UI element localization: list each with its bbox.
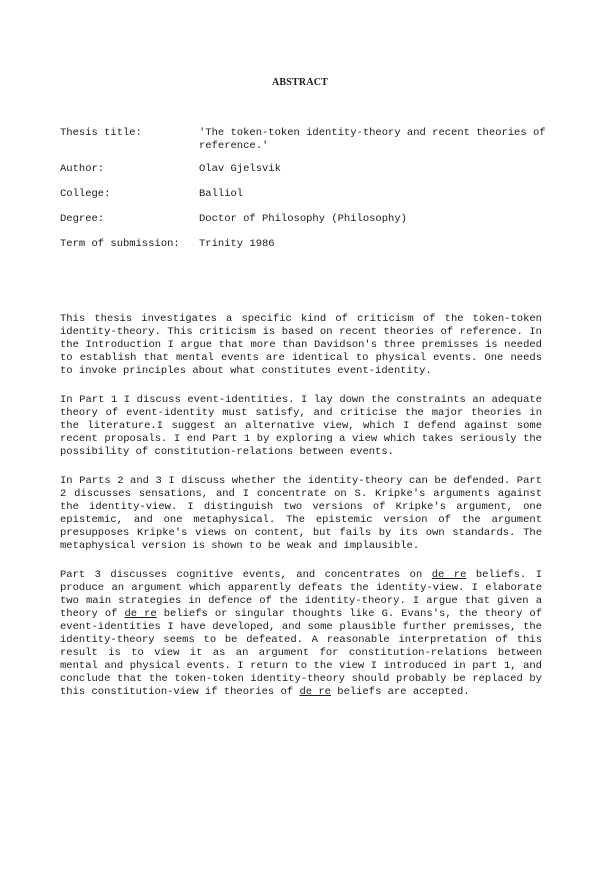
college-value: Balliol [199, 188, 244, 200]
meta-label: Term of submission: [60, 238, 180, 250]
paragraph-part-3 [60, 569, 542, 699]
author-value: Olav Gjelsvik [199, 163, 281, 175]
paragraph-text: This thesis investigates a specific kind of criticism of the token-token identity-theory. This criticism is based on recent theories of reference. In the Introduction I argue that more than Davidson's three premisses is needed to establish that mental events are identical to physical events. One needs to invoke principles about what constitutes event-identity. [60, 313, 542, 377]
paragraph-text: beliefs are accepted. [330, 686, 470, 698]
paragraph-parts-2-3 [60, 475, 542, 553]
paragraph-text: Part 3 discusses cognitive events, and concentrates on [60, 569, 432, 581]
degree-value: Doctor of Philosophy (Philosophy) [199, 213, 407, 225]
meta-label: Author: [60, 163, 105, 175]
abstract-body [60, 313, 542, 715]
paragraph-introduction [60, 313, 542, 378]
meta-row-author [60, 163, 550, 188]
paragraph-text: beliefs. I produce an argument which apparently defeats the identity-view. I elaborate two main strategies in defence of the identity-theory. I argue that given a theory of [60, 569, 542, 620]
paragraph-text: beliefs or singular thoughts like G. Evans's, the theory of event-identities I have developed, and some plausible further premisses, the identity-theory seems to be defeated. A reasonable interpretation of this result is to view it as an argument for constitution-relations between mental and physical events. I return to the view I introduced in part 1, and conclude that the token-token identity-theory should probably be replaced by this constitution-view if theories of [60, 608, 543, 698]
paragraph-part-1 [60, 394, 542, 459]
paragraph-text: In Part 1 I discuss event-identities. I lay down the constraints an adequate theory of event-identity must satisfy, and criticise the major theories in the literature.I suggest an alternative view, which I defend against some recent proposals. I end Part 1 by exploring a view which takes seriously the possibility of constitution-relations between events. [60, 394, 542, 458]
paragraph-text: In Parts 2 and 3 I discuss whether the identity-theory can be defended. Part 2 discusses sensations, and I concentrate on S. Kripke's arguments against the identity-view. I distinguish two versions of Kripke's argument, one epistemic, and one metaphysical. The epistemic version of the argument presupposes Kripke's views on content, but fails by its own standards. The metaphysical version is shown to be weak and implausible. [60, 475, 542, 552]
underlined-term: de re [124, 608, 157, 620]
thesis-title-value: 'The token-token identity-theory and recent theories of reference.' [199, 127, 546, 152]
meta-row-degree [60, 213, 550, 238]
abstract-heading: ABSTRACT [271, 77, 329, 88]
meta-label: Degree: [60, 213, 105, 225]
meta-row-term [60, 238, 550, 263]
term-value: Trinity 1986 [199, 238, 275, 250]
underlined-term: de re [431, 569, 467, 581]
thesis-metadata [60, 127, 550, 263]
underlined-term: de re [299, 686, 331, 698]
meta-row-college [60, 188, 550, 213]
meta-label: Thesis title: [60, 127, 142, 139]
meta-label: College: [60, 188, 111, 200]
meta-row-title [60, 127, 550, 163]
